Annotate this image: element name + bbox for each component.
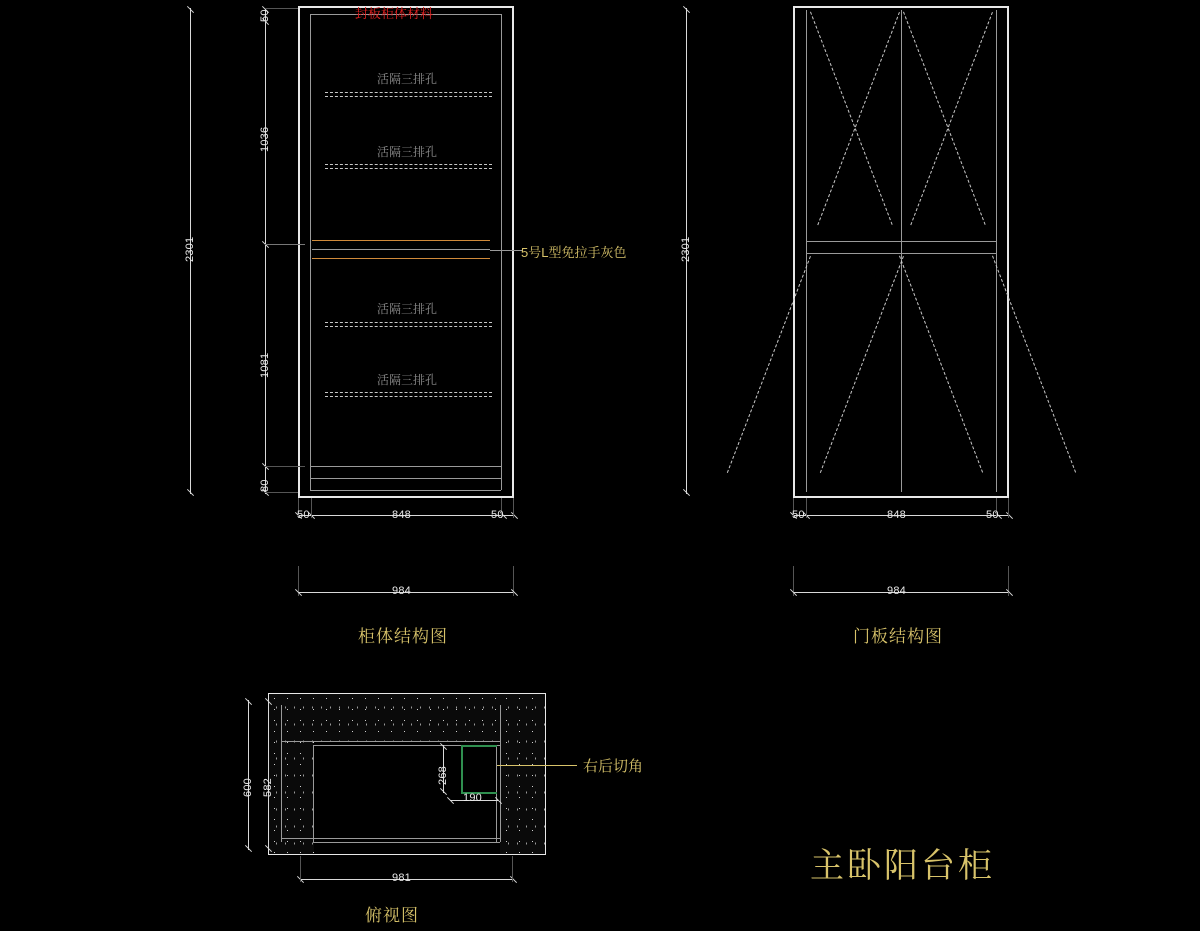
door-swing-u1 — [810, 12, 893, 225]
handle-line-mid — [312, 249, 490, 250]
dim-w-ext-4 — [513, 498, 514, 518]
dim-right-side: 50 — [491, 509, 504, 521]
door-dim-w-ext-4 — [1008, 498, 1009, 518]
plan-outer-right — [545, 693, 546, 855]
dim-overall-width: 984 — [392, 585, 411, 597]
tv-dim-981-ext-l — [300, 856, 301, 882]
door-outer-left — [793, 6, 795, 498]
tv-dim-overall-depth: 600 — [242, 778, 254, 797]
handle-note: 5号L型免拉手灰色 — [521, 245, 627, 260]
dim-overall-height: 2301 — [184, 236, 196, 262]
tv-dim-cut-width: 190 — [463, 792, 482, 804]
dim-w-ext-2 — [311, 498, 312, 518]
shelf-label-4: 活隔三排孔 — [377, 373, 438, 387]
door-dim-left-side: 50 — [792, 509, 805, 521]
dim-toe-kick: 80 — [259, 479, 271, 492]
drawing-main-title: 主卧阳台柜 — [810, 847, 995, 885]
tv-dim-overall-width: 981 — [392, 872, 411, 884]
plan-inner-bottom2 — [313, 842, 500, 843]
tv-dim-981-ext-r — [512, 856, 513, 882]
dim-left-side: 50 — [297, 509, 310, 521]
dim-ext-a — [265, 8, 298, 9]
door-swing-u3 — [903, 12, 986, 225]
door-outer-bottom — [793, 496, 1009, 498]
cabinet-inner-bottom — [310, 490, 501, 491]
dim-inner-width: 848 — [392, 509, 411, 521]
cut-corner-vertical — [461, 745, 463, 793]
shelf-label-1: 活隔三排孔 — [377, 72, 438, 86]
shelf-label-2: 活隔三排孔 — [377, 145, 438, 159]
door-swing-u2 — [817, 12, 900, 225]
plan-inner-top — [281, 741, 500, 742]
door-swing-l2 — [899, 256, 983, 473]
door-dim-inner-width: 848 — [887, 509, 906, 521]
cabinet-outer-bottom — [298, 496, 514, 498]
plan-outer-bottom — [268, 854, 546, 855]
plan-inner-right — [500, 705, 501, 842]
cut-corner-leader — [497, 765, 577, 766]
dim-ext-b — [265, 244, 305, 245]
cabinet-outer-right — [512, 6, 514, 498]
shelf-line-4b — [325, 396, 492, 397]
door-outer-top — [793, 6, 1009, 8]
tv-dim-600-line — [248, 700, 249, 850]
cabinet-toe-bottom — [310, 478, 501, 479]
tv-dim-582-line — [268, 700, 269, 850]
dim-upper-section: 1036 — [259, 126, 271, 152]
door-outer-right — [1007, 6, 1009, 498]
door-swing-u4 — [910, 12, 993, 225]
tv-dim-inner-depth: 582 — [262, 778, 274, 797]
handle-line-top — [312, 240, 490, 241]
shelf-label-3: 活隔三排孔 — [377, 302, 438, 316]
caption-door-panel: 门板结构图 — [853, 627, 943, 646]
door-dim-right-side: 50 — [986, 509, 999, 521]
shelf-line-1b — [325, 96, 492, 97]
shelf-line-4a — [325, 392, 492, 393]
cut-corner-top — [461, 745, 497, 747]
wall-hatch-left — [268, 693, 314, 855]
plan-inner-left2 — [313, 745, 314, 842]
caption-top-view: 俯视图 — [365, 906, 419, 925]
shelf-line-3b — [325, 326, 492, 327]
plan-inner-left — [281, 705, 282, 842]
door-swing-l4 — [992, 256, 1076, 473]
door-inner-right — [996, 10, 997, 492]
door-dim-overall-height: 2301 — [680, 236, 692, 262]
cabinet-inner-right — [501, 14, 502, 490]
door-center-mullion — [901, 10, 902, 492]
shelf-line-2b — [325, 168, 492, 169]
door-dim-overall-width: 984 — [887, 585, 906, 597]
handle-leader — [490, 250, 522, 251]
dim-ext-c — [265, 466, 305, 467]
caption-cabinet-body: 柜体结构图 — [358, 627, 448, 646]
dim-ext-d — [265, 492, 298, 493]
plan-outer-top — [268, 693, 546, 694]
dim-chain-line — [265, 8, 266, 494]
door-swing-l1 — [727, 256, 811, 473]
tv-dim-cut-depth: 268 — [437, 766, 449, 785]
shelf-line-3a — [325, 322, 492, 323]
dim-top-gap: 50 — [259, 9, 271, 22]
door-inner-left — [806, 10, 807, 492]
cabinet-inner-left — [310, 14, 311, 490]
plan-inner-bottom — [281, 838, 500, 839]
door-dim-w-ext-2 — [806, 498, 807, 518]
cut-corner-note: 右后切角 — [583, 758, 644, 775]
wall-hatch-right — [500, 693, 546, 855]
shelf-line-2a — [325, 164, 492, 165]
handle-line-bottom — [312, 258, 490, 259]
door-swing-l3 — [820, 256, 904, 473]
shelf-line-1a — [325, 92, 492, 93]
dim-lower-section: 1081 — [259, 352, 271, 378]
cabinet-toe-top — [310, 466, 501, 467]
cabinet-outer-left — [298, 6, 300, 498]
top-material-note: 封板柜体材料 — [355, 6, 434, 21]
